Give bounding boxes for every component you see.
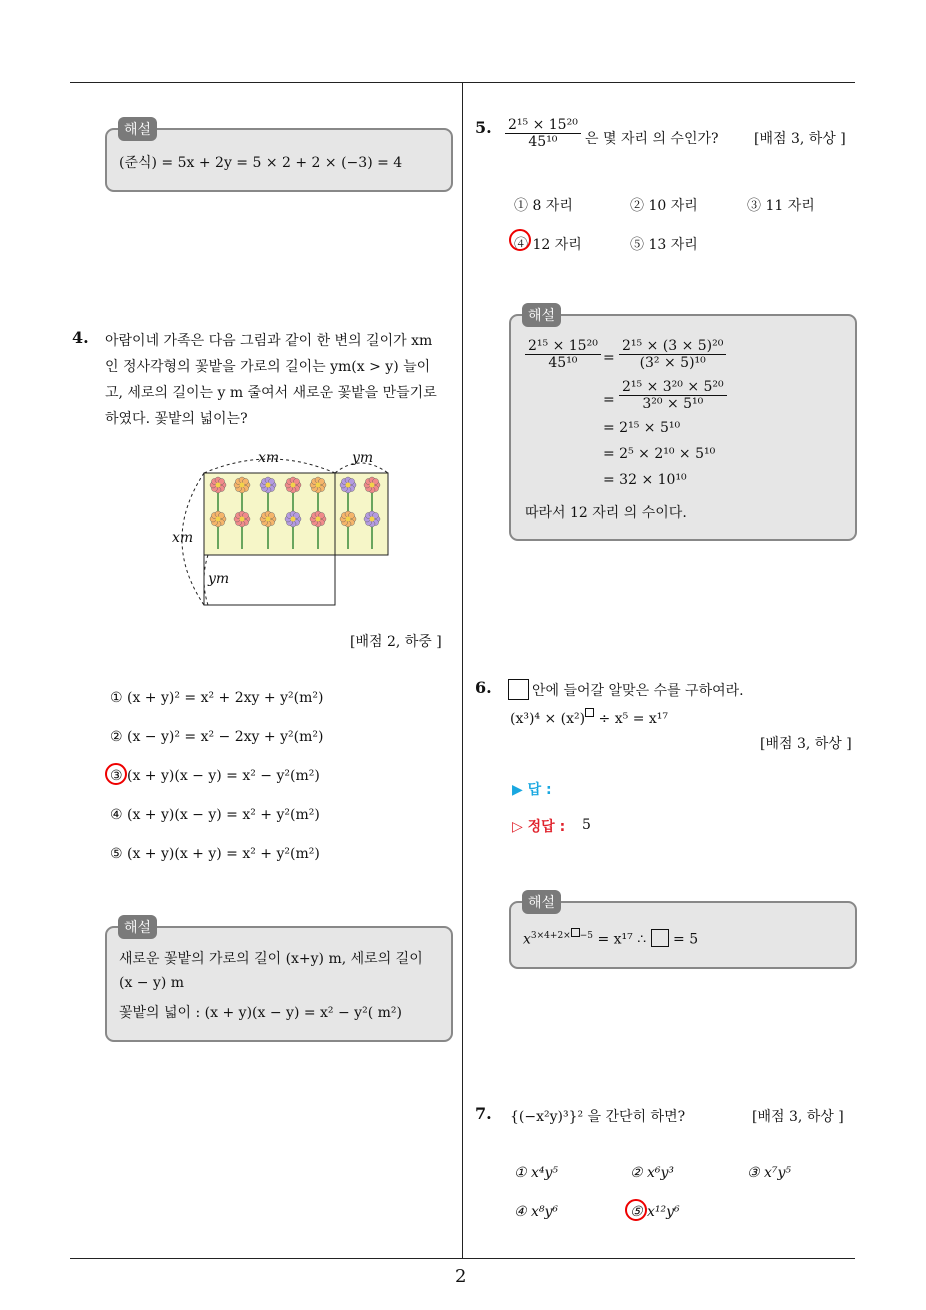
question-4-option-3[interactable]: ③ (x + y)(x − y) = x² − y²(m²) xyxy=(110,768,320,784)
flower-center xyxy=(316,517,321,522)
correct-answer-value: 5 xyxy=(582,817,591,833)
explanation-5-step-2 xyxy=(619,379,727,412)
explanation-5-lhs-den: 45¹⁰ xyxy=(548,355,578,371)
explanation-box-6 xyxy=(509,901,857,969)
figure-label-top-y: ym xyxy=(352,450,374,466)
flower-center xyxy=(291,483,296,488)
question-4-option-5[interactable]: ⑤ (x + y)(x + y) = x² + y²(m²) xyxy=(110,846,320,862)
answer-mark-q4 xyxy=(105,763,127,785)
explanation-5-lhs-num: 2¹⁵ × 15²⁰ xyxy=(525,338,601,355)
question-7-option-4[interactable]: ④ x⁸y⁶ xyxy=(514,1204,559,1220)
explanation-tag-1: 해설 xyxy=(118,117,157,141)
question-5-frac-num: 2¹⁵ × 15²⁰ xyxy=(505,117,581,134)
flower-center xyxy=(216,517,221,522)
flower-center xyxy=(316,483,321,488)
question-4-line-2: 인 정사각형의 꽃밭을 가로의 길이는 ym(x > y) 늘이 xyxy=(105,359,431,375)
explanation-1-text: (준식) = 5x + 2y = 5 × 2 + 2 × (−3) = 4 xyxy=(119,155,403,171)
question-5-option-4[interactable]: ④ 12 자리 xyxy=(514,237,582,253)
correct-answer-label: ▷ 정답 : xyxy=(512,819,566,835)
explanation-5-step-4: = 2⁵ × 2¹⁰ × 5¹⁰ xyxy=(603,446,716,462)
explanation-5-step-1 xyxy=(619,338,726,371)
question-7-score: [배점 3, 하상 ] xyxy=(752,1109,844,1125)
explanation-6-blank-box xyxy=(651,929,669,947)
explanation-5-eq-2: = xyxy=(603,392,615,408)
flower-center xyxy=(370,483,375,488)
explanation-6-expression xyxy=(523,928,698,948)
explanation-5-eq-1: = xyxy=(603,350,615,366)
question-6-expr-blank xyxy=(585,708,594,717)
question-5-frac-den: 45¹⁰ xyxy=(528,134,558,150)
figure-label-inner-y: ym xyxy=(208,571,230,587)
question-5-option-2[interactable]: ② 10 자리 xyxy=(630,198,698,214)
explanation-tag-6: 해설 xyxy=(522,890,561,914)
explanation-4-line-3: 꽃밭의 넓이 : (x + y)(x − y) = x² − y²( m²) xyxy=(119,1005,402,1021)
explanation-4-line-2: (x − y) m xyxy=(119,975,185,991)
flower-center xyxy=(370,517,375,522)
explanation-box-4 xyxy=(105,926,453,1042)
question-7-number: 7. xyxy=(475,1104,492,1123)
page-number: 2 xyxy=(455,1266,467,1287)
explanation-6-rest: = x¹⁷ ∴ xyxy=(593,931,651,948)
explanation-tag-4: 해설 xyxy=(118,915,157,939)
question-7-option-2[interactable]: ② x⁶y³ xyxy=(630,1165,675,1181)
question-5-option-3[interactable]: ③ 11 자리 xyxy=(747,198,815,214)
explanation-tag-5: 해설 xyxy=(522,303,561,327)
question-4-line-1: 아람이네 가족은 다음 그림과 같이 한 변의 길이가 xm xyxy=(105,333,433,349)
question-6-expression xyxy=(510,708,668,727)
question-4-option-4[interactable]: ④ (x + y)(x − y) = x² + y²(m²) xyxy=(110,807,320,823)
flower-center xyxy=(216,483,221,488)
explanation-box-5 xyxy=(509,314,857,541)
flower-center xyxy=(346,483,351,488)
explanation-5-step-3: = 2¹⁵ × 5¹⁰ xyxy=(603,420,681,436)
flower-center xyxy=(240,483,245,488)
question-6-expr-tail: ÷ x⁵ = x¹⁷ xyxy=(594,711,668,727)
explanation-5-step-2-den: 3²⁰ × 5¹⁰ xyxy=(642,396,704,412)
explanation-5-step-1-num: 2¹⁵ × (3 × 5)²⁰ xyxy=(619,338,726,355)
flower-center xyxy=(240,517,245,522)
figure-label-top-x: xm xyxy=(258,450,280,466)
explanation-6-exp-b: −5 xyxy=(579,931,593,941)
flower-center xyxy=(346,517,351,522)
question-7-option-1[interactable]: ① x⁴y⁵ xyxy=(514,1165,559,1181)
flower-center xyxy=(266,483,271,488)
explanation-5-conclusion: 따라서 12 자리 의 수이다. xyxy=(525,505,687,521)
question-7-option-5[interactable]: ⑤ x¹²y⁶ xyxy=(630,1204,680,1220)
answer-mark-q5 xyxy=(509,229,531,251)
explanation-5-step-5: = 32 × 10¹⁰ xyxy=(603,472,687,488)
explanation-6-base: x xyxy=(523,931,531,948)
question-4-option-2[interactable]: ② (x − y)² = x² − 2xy + y²(m²) xyxy=(110,729,324,745)
question-4-number: 4. xyxy=(72,328,89,347)
bottom-rule xyxy=(70,1258,855,1259)
answer-label: ▶ 답 : xyxy=(512,782,552,798)
question-6-score: [배점 3, 하상 ] xyxy=(760,736,852,752)
question-5-text: 은 몇 자리 의 수인가? xyxy=(585,131,719,147)
explanation-4-line-1: 새로운 꽃밭의 가로의 길이 (x+y) m, 세로의 길이 xyxy=(119,951,423,967)
question-6-blank-box xyxy=(508,679,529,701)
explanation-6-exp-a: 3×4+2× xyxy=(530,931,571,941)
question-4-line-3: 고, 세로의 길이는 y m 줄여서 새로운 꽃밭을 만들기로 xyxy=(105,385,437,401)
question-5-option-1[interactable]: ① 8 자리 xyxy=(514,198,573,214)
explanation-6-exp-blank xyxy=(571,928,580,937)
question-5-option-5[interactable]: ⑤ 13 자리 xyxy=(630,237,698,253)
answer-mark-q7 xyxy=(625,1199,647,1221)
question-4-line-4: 하였다. 꽃밭의 넓이는? xyxy=(105,411,248,427)
explanation-5-lhs xyxy=(525,338,601,371)
question-5-fraction xyxy=(505,117,581,150)
flower-center xyxy=(266,517,271,522)
question-5-number: 5. xyxy=(475,118,492,137)
column-divider xyxy=(462,82,463,1258)
flower-garden-figure xyxy=(160,445,400,615)
question-4-score: [배점 2, 하중 ] xyxy=(350,634,442,650)
question-7-text: {(−x²y)³}² 을 간단히 하면? xyxy=(510,1109,686,1125)
explanation-box-1 xyxy=(105,128,453,192)
question-6-text: 안에 들어갈 알맞은 수를 구하여라. xyxy=(532,683,744,699)
explanation-5-step-1-den: (3² × 5)¹⁰ xyxy=(639,355,706,371)
flower-center xyxy=(291,517,296,522)
question-6-number: 6. xyxy=(475,678,492,697)
explanation-6-end: = 5 xyxy=(668,931,699,948)
explanation-5-step-2-num: 2¹⁵ × 3²⁰ × 5²⁰ xyxy=(619,379,727,396)
question-6-expr-head: (x³)⁴ × (x²) xyxy=(510,711,586,727)
question-4-option-1[interactable]: ① (x + y)² = x² + 2xy + y²(m²) xyxy=(110,690,324,706)
question-5-score: [배점 3, 하상 ] xyxy=(754,131,846,147)
figure-label-left-x: xm xyxy=(172,530,194,546)
question-7-option-3[interactable]: ③ x⁷y⁵ xyxy=(747,1165,792,1181)
